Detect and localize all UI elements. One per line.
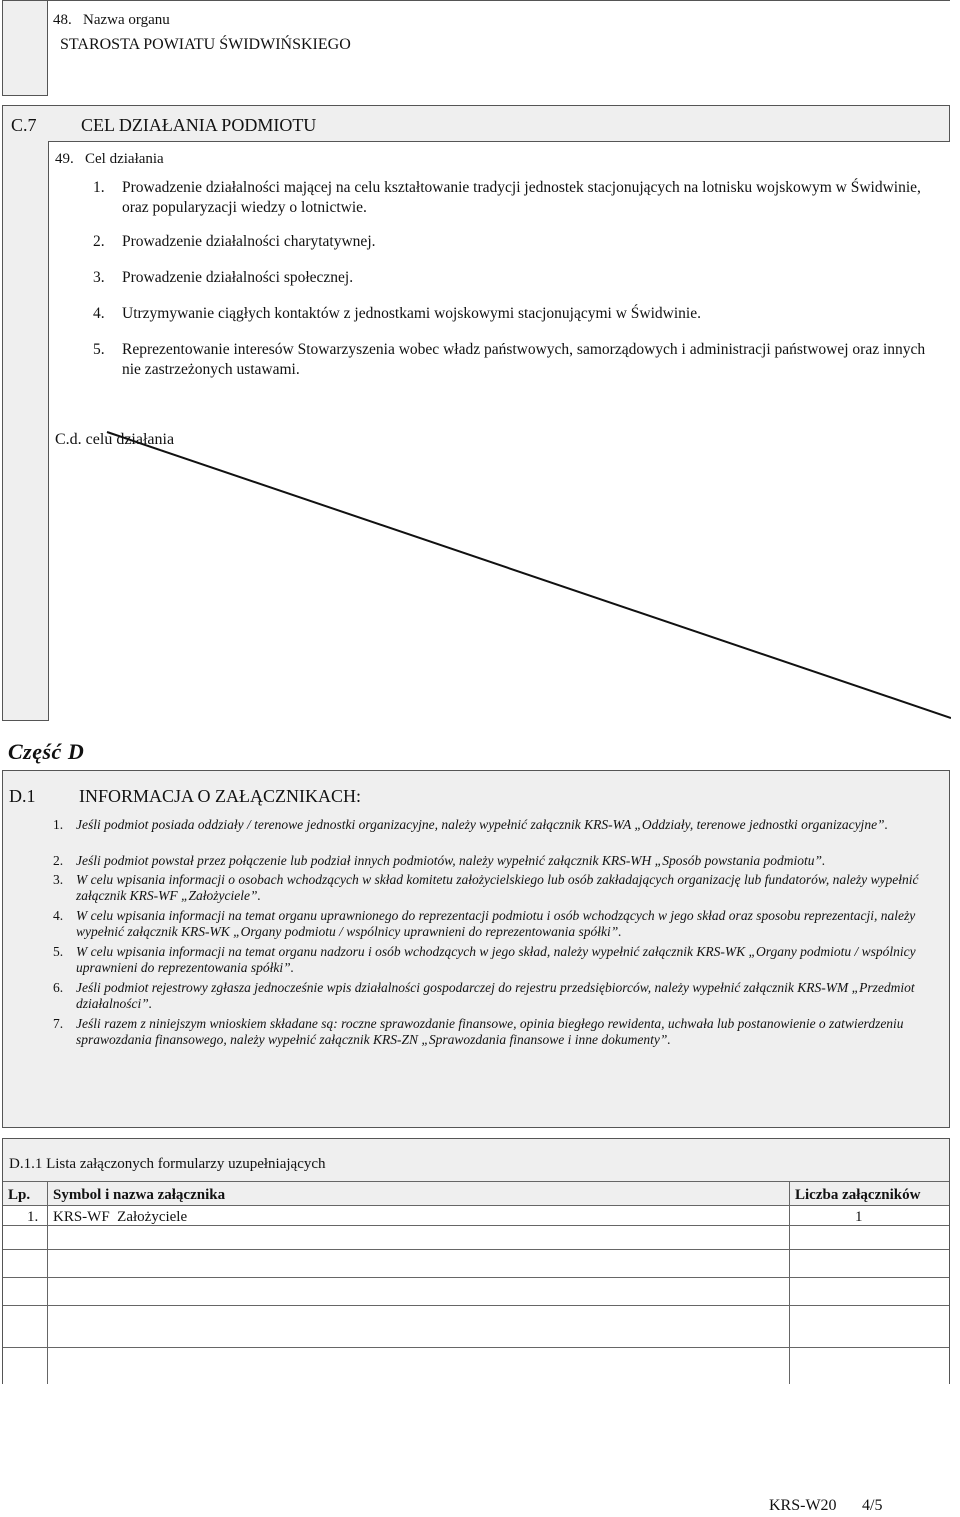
section-c7-code: C.7 xyxy=(11,115,37,135)
row-lp xyxy=(3,1348,48,1384)
row-name[interactable]: KRS-WF Założyciele xyxy=(48,1206,790,1225)
purpose-item-text: Prowadzenie działalności charytatywnej. xyxy=(122,233,376,250)
row-name[interactable] xyxy=(48,1250,790,1277)
info-item-number: 5. xyxy=(53,944,64,959)
table-row xyxy=(3,1249,949,1277)
footer-form-code: KRS-W20 xyxy=(769,1497,837,1514)
info-item-number: 1. xyxy=(53,817,64,832)
info-item-text: Jeśli podmiot powstał przez połączenie lub podział innych podmiotów, należy wypełnić załącznik KRS-WH „Sposób powstania podmiotu”. xyxy=(76,853,826,868)
purpose-item-number: 2. xyxy=(93,233,105,250)
header-name: Symbol i nazwa załącznika xyxy=(48,1182,790,1206)
table-row xyxy=(3,1205,949,1225)
continuation-label: C.d. celu działania xyxy=(55,431,175,448)
row-lp xyxy=(3,1250,48,1277)
purpose-item-number: 1. xyxy=(93,179,105,196)
part-d-heading: Część D xyxy=(8,739,85,764)
purpose-item-text: Prowadzenie działalności społecznej. xyxy=(122,269,354,286)
info-item-text: W celu wpisania informacji na temat organu nadzoru i osób wchodzących w jego skład, należy wypełnić załącznik KRS-WK „Organy podmiotu / wspólnicy uprawnieni do reprezentowania spółki”. xyxy=(76,944,916,975)
purpose-item-number: 3. xyxy=(93,269,105,286)
row-lp xyxy=(3,1226,48,1249)
table-row xyxy=(3,1347,949,1384)
row-lp xyxy=(3,1278,48,1305)
cross-out-line xyxy=(49,142,951,722)
info-item-number: 3. xyxy=(53,872,64,887)
info-item-number: 2. xyxy=(53,853,64,868)
row-lp xyxy=(3,1306,48,1347)
info-item xyxy=(3,853,933,872)
purpose-item-number: 4. xyxy=(93,305,105,322)
attachments-body xyxy=(3,1205,949,1385)
purpose-item-text: Reprezentowanie interesów Stowarzyszenia wobec władz państwowych, samorządowych i administracji państwowej oraz innych nie zastrzeżonych ustawami. xyxy=(122,341,926,378)
section-d1 xyxy=(2,770,950,1128)
info-item-text: Jeśli razem z niniejszym wnioskiem składane są: roczne sprawozdanie finansowe, opinia biegłego rewidenta, uchwała lub postanowienie o zatwierdzeniu sprawozdania finansowego, należy wypełnić załącznik KRS-ZN „Sprawozdania finansowe i inne dokumenty”. xyxy=(76,1016,904,1047)
field-49-label: 49. Cel działania xyxy=(55,151,164,167)
attachments-title: D.1.1 Lista załączonych formularzy uzupełniających xyxy=(9,1156,326,1172)
info-item-number: 7. xyxy=(53,1016,64,1031)
field-48-value: STAROSTA POWIATU ŚWIDWIŃSKIEGO xyxy=(60,36,351,53)
field-48-label: 48. Nazwa organu xyxy=(53,12,170,28)
attachment-info-list xyxy=(3,817,933,1052)
info-item-number: 6. xyxy=(53,980,64,995)
attachments-header-row xyxy=(3,1181,949,1206)
info-item xyxy=(3,908,933,944)
row-count[interactable] xyxy=(790,1306,949,1347)
purpose-item-text: Utrzymywanie ciągłych kontaktów z jednostkami wojskowymi stacjonującymi w Świdwinie. xyxy=(122,305,701,322)
section-d1-title: INFORMACJA O ZAŁĄCZNIKACH: xyxy=(79,786,362,806)
section-d1-code: D.1 xyxy=(9,786,36,806)
field-49-box[interactable] xyxy=(48,141,950,721)
info-item xyxy=(3,817,933,853)
footer-page-number: 4/5 xyxy=(862,1497,883,1514)
info-item xyxy=(3,1016,933,1052)
field-48-box xyxy=(2,0,950,96)
info-item-text: Jeśli podmiot rejestrowy zgłasza jednocześnie wpis działalności gospodarczej do rejestru przedsiębiorców, należy wypełnić załącznik KRS-WM „Przedmiot działalności”. xyxy=(76,980,915,1011)
info-item xyxy=(3,944,933,980)
info-item xyxy=(3,872,933,908)
purpose-item-text: Prowadzenie działalności mającej na celu kształtowanie tradycji jednostek stacjonujących na lotnisku wojskowym w Świdwinie, oraz popularyzacji wiedzy o lotnictwie. xyxy=(122,179,921,216)
row-count[interactable] xyxy=(790,1250,949,1277)
row-count[interactable] xyxy=(790,1348,949,1384)
row-count[interactable] xyxy=(790,1278,949,1305)
table-row xyxy=(3,1225,949,1249)
table-row xyxy=(3,1277,949,1305)
info-item-text: W celu wpisania informacji o osobach wchodzących w skład komitetu założycielskiego lub osób zakładających organizację lub fundatorów, należy wypełnić załącznik KRS-WF „Założyciele”. xyxy=(76,872,919,903)
section-c7 xyxy=(2,105,950,721)
purpose-item-number: 5. xyxy=(93,341,105,358)
row-lp: 1. xyxy=(3,1206,48,1225)
row-name[interactable] xyxy=(48,1278,790,1305)
info-item-number: 4. xyxy=(53,908,64,923)
table-row xyxy=(3,1305,949,1347)
info-item xyxy=(3,980,933,1016)
row-name[interactable] xyxy=(48,1306,790,1347)
row-count[interactable] xyxy=(790,1226,949,1249)
header-lp: Lp. xyxy=(3,1182,48,1206)
header-count: Liczba załączników xyxy=(795,1187,921,1203)
row-name[interactable] xyxy=(48,1226,790,1249)
section-c7-title: CEL DZIAŁANIA PODMIOTU xyxy=(81,115,317,135)
info-item-text: W celu wpisania informacji na temat organu uprawnionego do reprezentacji podmiotu i osób wchodzących w jego skład oraz sposobu reprezentacji, należy wypełnić załącznik KRS-WK „Organy podmiotu / wspólnicy uprawnieni do reprezentowania spółki”. xyxy=(76,908,916,939)
attachments-table xyxy=(2,1138,950,1384)
row-name[interactable] xyxy=(48,1348,790,1384)
info-item-text: Jeśli podmiot posiada oddziały / terenowe jednostki organizacyjne, należy wypełnić załącznik KRS-WA „Oddziały, terenowe jednostki organizacyjne”. xyxy=(76,817,888,832)
row-count[interactable]: 1 xyxy=(855,1209,863,1225)
